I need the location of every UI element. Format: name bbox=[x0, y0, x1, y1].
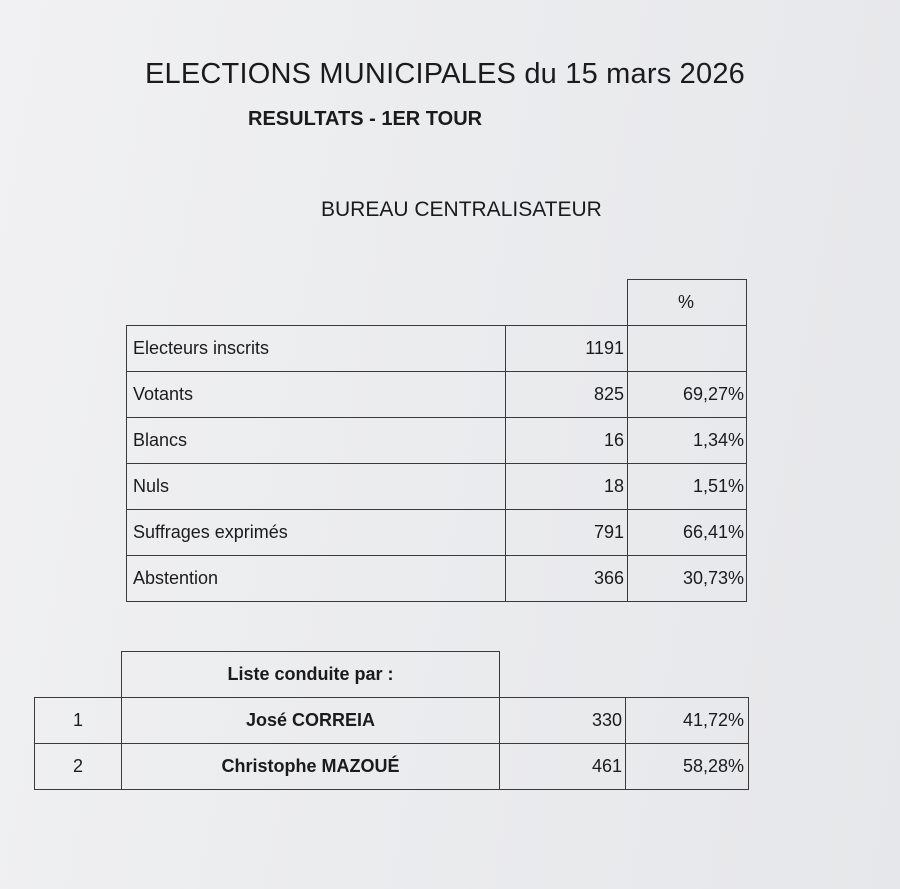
list-votes: 461 bbox=[500, 744, 626, 790]
table-row bbox=[127, 418, 747, 464]
row-value: 791 bbox=[506, 510, 628, 556]
table-row bbox=[127, 556, 747, 602]
row-percent: 1,51% bbox=[628, 464, 747, 510]
table-row bbox=[127, 326, 747, 372]
lists-header-row bbox=[35, 652, 749, 698]
row-value: 366 bbox=[506, 556, 628, 602]
table-row bbox=[127, 510, 747, 556]
lists-table bbox=[34, 651, 749, 790]
row-label: Nuls bbox=[127, 464, 506, 510]
document-title: ELECTIONS MUNICIPALES du 15 mars 2026 bbox=[145, 58, 745, 90]
row-value: 16 bbox=[506, 418, 628, 464]
bureau-heading: BUREAU CENTRALISATEUR bbox=[321, 198, 602, 221]
results-header-row bbox=[127, 280, 747, 326]
row-value: 825 bbox=[506, 372, 628, 418]
row-percent: 1,34% bbox=[628, 418, 747, 464]
table-row bbox=[35, 744, 749, 790]
document-subtitle: RESULTATS - 1ER TOUR bbox=[248, 108, 483, 130]
list-index: 2 bbox=[35, 744, 122, 790]
results-table bbox=[126, 279, 747, 602]
row-label: Abstention bbox=[127, 556, 506, 602]
table-row bbox=[127, 464, 747, 510]
list-leader-name: José CORREIA bbox=[122, 698, 500, 744]
table-row bbox=[35, 698, 749, 744]
lists-column-header: Liste conduite par : bbox=[122, 652, 500, 698]
row-percent bbox=[628, 326, 747, 372]
list-percent: 41,72% bbox=[626, 698, 749, 744]
table-row bbox=[127, 372, 747, 418]
row-percent: 66,41% bbox=[628, 510, 747, 556]
row-percent: 69,27% bbox=[628, 372, 747, 418]
row-label: Suffrages exprimés bbox=[127, 510, 506, 556]
row-label: Votants bbox=[127, 372, 506, 418]
list-index: 1 bbox=[35, 698, 122, 744]
row-value: 18 bbox=[506, 464, 628, 510]
row-label: Blancs bbox=[127, 418, 506, 464]
row-value: 1191 bbox=[506, 326, 628, 372]
row-label: Electeurs inscrits bbox=[127, 326, 506, 372]
percent-column-header: % bbox=[628, 280, 747, 326]
list-leader-name: Christophe MAZOUÉ bbox=[122, 744, 500, 790]
list-percent: 58,28% bbox=[626, 744, 749, 790]
row-percent: 30,73% bbox=[628, 556, 747, 602]
list-votes: 330 bbox=[500, 698, 626, 744]
